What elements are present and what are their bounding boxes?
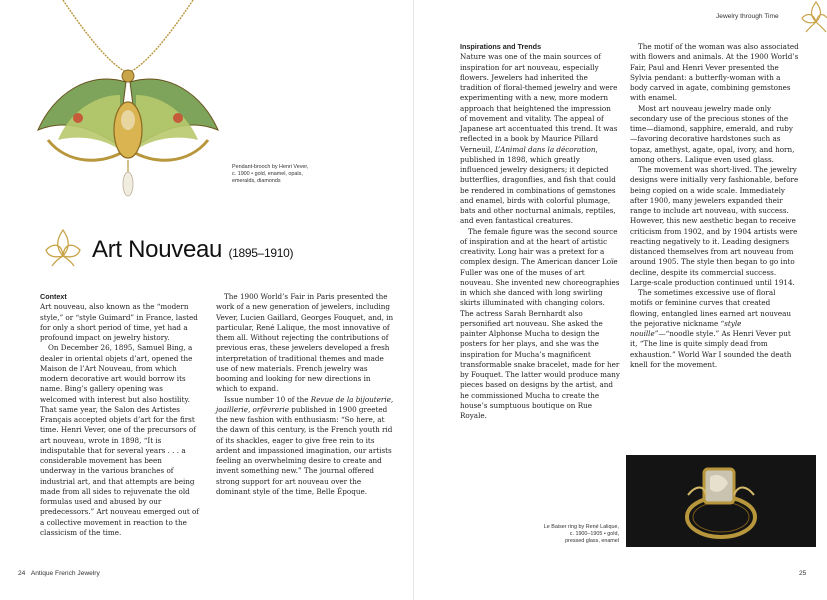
baiser-ring-image bbox=[626, 455, 816, 547]
pendant-caption-line: c. 1900 • gold, enamel, opals, bbox=[232, 171, 303, 177]
paragraph-text: published in 1900 greeted the new fashion with enthusiasm: “So here, at the dawn of this century, is the French youth rid of its shackles, eager to give free rein to its ardent and impassioned imagination, our artists feeling an overwhelming desire to create and invent something new.” The journal offered strong support for art nouveau over the dominant style of the time, Belle Époque. bbox=[216, 404, 393, 496]
left-page bbox=[0, 0, 413, 600]
paragraph: The movement was short-lived. The jewelry designs were initially very fashionable, before being copied on a wide scale. Immediately after 1900, many jewelers expanded their range to include art nouveau, with success. However, this new aesthetic began to receive criticism from 1902, and by 1904 artists were reacting negatively to it. Leading designers distanced themselves from art nouveau from around 1905. The style then began to go into decline, despite its commercial success. Large-scale production continued until 1914. bbox=[630, 165, 799, 287]
paragraph: The female figure was the second source of inspiration and at the heart of artistic creativity. Long hair was a pretext for a complex design. The American dancer Loïe Fuller was one of the muses of art nouveau. She invented new choreographies in which she danced with long swirling skirts illuminated with changing colors. The actress Sarah Bernhardt also personified art nouveau. She asked the painter Alphonse Mucha to design the posters for her plays, and she was the inspiration for Mucha’s magnificent transformable snake bracelet, made for her by Fouquet. The latter would produce many pieces based on designs by the artist, and he commissioned Mucha to create the house’s sumptuous boutique on Rue Royale. bbox=[460, 226, 620, 420]
title-main: Art Nouveau bbox=[92, 236, 223, 263]
paragraph: Most art nouveau jewelry made only secondary use of the precious stones of the time—diamond, sapphire, emerald, and ruby—favoring decorative hardstones such as topaz, amethyst, agate, opal, ivory, and horn, among others. Lalique even used glass. bbox=[630, 103, 795, 164]
ring-caption-line: c. 1900–1905 • gold, bbox=[569, 531, 619, 537]
page-number: 24 bbox=[18, 570, 26, 577]
ring-caption-line: Le Baiser ring by René Lalique, bbox=[543, 524, 619, 530]
book-title: Antique French Jewelry bbox=[30, 570, 100, 577]
ring-caption bbox=[527, 524, 619, 545]
paragraph-text: ”—“noodle style.” As Henri Vever put it, “The line is quite simply dead from exhaustion.” World War I sounded the death knell for the movement. bbox=[630, 329, 792, 369]
section-heading: Inspirations and Trends bbox=[460, 42, 542, 51]
corner-ornament-icon bbox=[800, 0, 827, 42]
column-inspirations bbox=[460, 42, 620, 421]
column-worlds-fair bbox=[216, 292, 394, 497]
running-head: Jewelry through Time bbox=[716, 13, 779, 20]
book-title-italic: L’Animal dans la décoration bbox=[494, 144, 596, 154]
paragraph-text: Issue number 10 of the bbox=[224, 394, 311, 404]
paragraph-text: The sometimes excessive use of floral motifs or feminine curves that created flowing, entangled lines earned art nouveau the pejorative nickname “ bbox=[630, 288, 791, 328]
folio-left bbox=[18, 570, 100, 577]
paragraph: Art nouveau, also known as the “modern style,” or “style Guimard” in France, lasted for only a short period of time, yet had a profound impact on jewelry history. bbox=[40, 302, 198, 342]
pendant-caption bbox=[232, 164, 308, 185]
title-years: (1895–1910) bbox=[228, 246, 294, 260]
column-motifs bbox=[630, 42, 800, 370]
pendant-caption-line: Pendant-brooch by Henri Vever, bbox=[232, 164, 309, 170]
ring-caption-line: pressed glass, enamel bbox=[565, 538, 619, 544]
paragraph: The motif of the woman was also associated with flowers and animals. At the 1900 World’s Fair, Paul and Henri Vever presented the Sylvia pendant: a butterfly-woman with a body carved in agate, combining gemstones with enamel. bbox=[630, 42, 799, 103]
chapter-title-block bbox=[40, 226, 400, 276]
page-number-right: 25 bbox=[799, 570, 807, 577]
paragraph-text: Nature was one of the main sources of inspiration for art nouveau, especially flowers. Jewelers had inherited the tradition of floral-themed jewelry and were experimenting with a new, more modern approach that heightened the impression of movement and vitality. The appeal of Japanese art accentuated this trend. It was reflected in a book by Maurice Pillard Verneuil, bbox=[460, 52, 618, 154]
journal-title: Revue de la bijouterie, joaillerie, orfèvrerie bbox=[216, 394, 394, 414]
paragraph-text: , published in 1898, which greatly influenced jewelry designers; it depicted butterflies, dragonflies, and fish that could be rendered in combinations of gemstones and enamel, birds with colorful plumage, bats and other nocturnal animals, reptiles, and even fantastical creatures. bbox=[460, 144, 616, 226]
column-context bbox=[40, 292, 200, 538]
pendant-caption-line: emeralds, diamonds bbox=[232, 178, 281, 184]
chapter-title bbox=[92, 236, 293, 264]
section-heading: Context bbox=[40, 292, 67, 301]
pendant-brooch-image bbox=[8, 0, 248, 210]
paragraph: The 1900 World’s Fair in Paris presented the work of a new generation of jewelers, including Vever, Lucien Gaillard, Georges Fouquet, and, in particular, René Lalique, the most innovative of them all. Without rejecting the contributions of previous eras, these jewelers developed a fresh interpretation of traditional themes and made use of new materials. French jewelry was booming and looking for new directions in which to expand. bbox=[216, 292, 394, 394]
paragraph: On December 26, 1895, Samuel Bing, a dealer in oriental objets d’art, opened the Maison de l’Art Nouveau, from which modern decorative art would borrow its name. Bing’s gallery opening was welcomed with interest but also hostility. That same year, the Salon des Artistes Français accepted objets d’art for the first time. Henri Vever, one of the precursors of art nouveau, wrote in 1898, “It is indisputable that for several years . . . a considerable movement has been underway in the various branches of industrial art, and that attempts are being made from all sides to rejuvenate the old formulas used and abused by our predecessors.” Art nouveau emerged out of a collective movement in reaction to the classicism of the time. bbox=[40, 343, 200, 537]
art-nouveau-ornament-icon bbox=[40, 226, 86, 272]
nickname-italic: style nouille bbox=[630, 318, 742, 338]
